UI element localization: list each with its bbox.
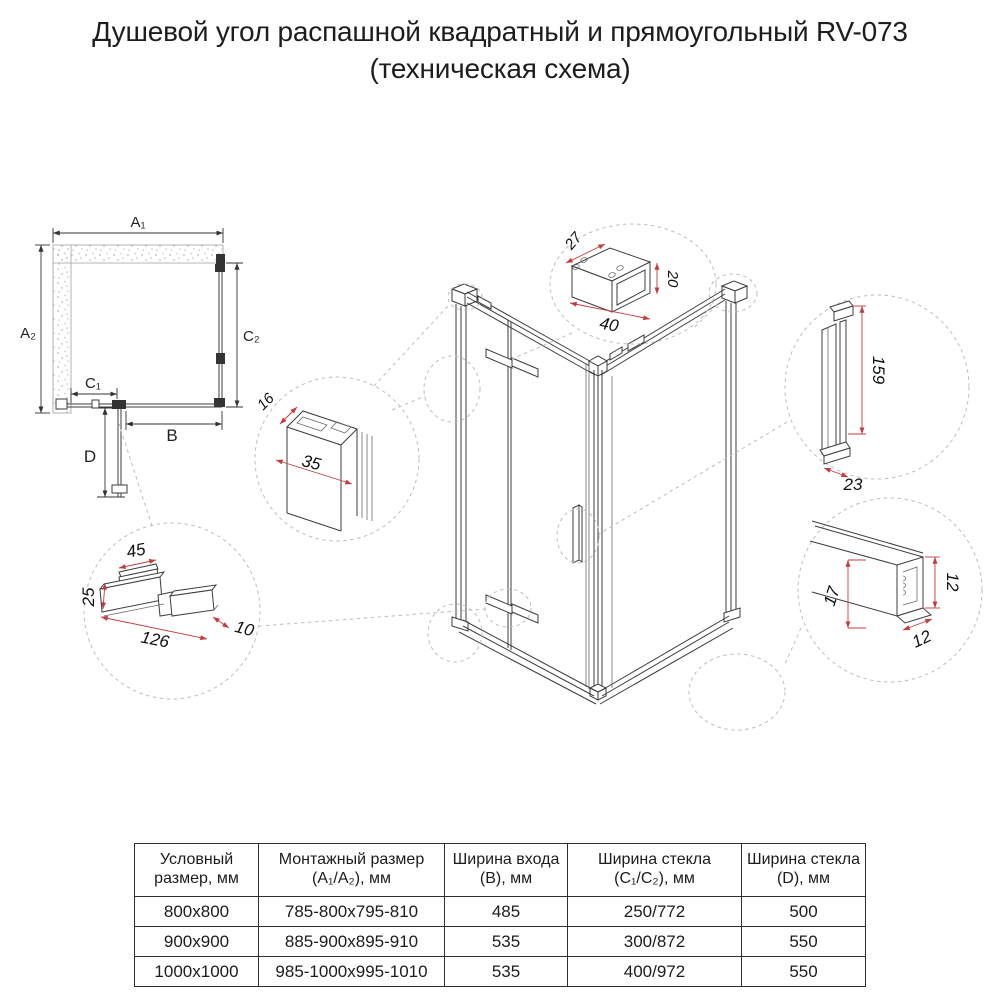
plan-glass-clamp-top — [215, 264, 225, 272]
detail-handle-profile — [785, 295, 969, 494]
target-bottom-rail — [689, 654, 785, 730]
dim-wallprofile-width: 35 — [299, 451, 323, 475]
cell-glass-c: 300/872 — [568, 927, 742, 957]
table-row — [135, 957, 866, 987]
title-line-1: Душевой угол распашной квадратный и прямоугольный RV-073 — [92, 16, 908, 47]
plan-label-c1: C₁ — [85, 375, 101, 392]
col-header-glass-width-c: Ширина стекла (C₁/C₂), мм — [568, 844, 742, 897]
dim-bottomprofile-height: 12 — [943, 572, 962, 592]
iso-handle-side — [579, 505, 582, 562]
cell-mounting: 885-900x895-910 — [259, 927, 445, 957]
isometric-view — [452, 281, 747, 704]
plan-view — [20, 214, 260, 497]
iso-handle — [573, 505, 579, 563]
rail-clamp-right-a — [628, 335, 644, 351]
plan-wall-profile-bottom — [56, 399, 67, 409]
cell-nominal: 1000x1000 — [135, 957, 259, 987]
cell-glass-d: 550 — [742, 957, 866, 987]
dim-bracket-height: 20 — [664, 270, 681, 288]
cell-entry: 485 — [445, 897, 568, 927]
col-header-entry-width: Ширина входа (B), мм — [445, 844, 568, 897]
dim-handle-depth: 23 — [843, 475, 863, 494]
cell-glass-d: 500 — [742, 897, 866, 927]
cell-nominal: 900x900 — [135, 927, 259, 957]
col-header-nominal-size: Условный размер, мм — [135, 844, 259, 897]
table-row — [135, 927, 866, 957]
plan-wall-left — [53, 245, 71, 413]
plan-door-pivot — [112, 400, 126, 409]
table-row — [135, 897, 866, 927]
dim-hinge-height: 25 — [79, 587, 98, 607]
detail-bottom-profile — [798, 498, 982, 682]
callout-connectors — [119, 274, 801, 730]
dim-wallprofile-depth: 16 — [253, 389, 278, 414]
cell-mounting: 785-800x795-810 — [259, 897, 445, 927]
detail-wall-profile — [254, 377, 419, 541]
cell-glass-c: 400/972 — [568, 957, 742, 987]
plan-label-a1: A₁ — [130, 214, 146, 231]
cell-nominal: 800x800 — [135, 897, 259, 927]
plan-label-a2: A₂ — [20, 325, 36, 342]
title-line-2: (техническая схема) — [369, 52, 631, 84]
plan-door-handle — [112, 485, 127, 493]
plan-label-c2: C₂ — [243, 328, 260, 345]
plan-label-b: B — [166, 426, 178, 445]
plan-hinge-right — [216, 353, 225, 364]
col-header-glass-width-d: Ширина стекла (D), мм — [742, 844, 866, 897]
iso-hinge-top2 — [512, 358, 538, 377]
plan-clamp-small — [92, 400, 99, 408]
dim-handle-height: 159 — [869, 355, 888, 385]
col-header-mounting-size: Монтажный размер (A₁/A₂), мм — [259, 844, 445, 897]
size-table — [134, 843, 866, 987]
detail-hinge — [79, 523, 260, 699]
cell-entry: 535 — [445, 927, 568, 957]
plan-wall-top — [53, 245, 223, 263]
table-header-row — [135, 844, 866, 897]
plan-corner-block — [214, 398, 225, 407]
cell-mounting: 985-1000x995-1010 — [259, 957, 445, 987]
dim-bottomprofile-inner-height: 17 — [819, 584, 844, 609]
rail-clamp-right-b — [610, 347, 622, 360]
dim-hinge-thickness: 10 — [232, 617, 257, 641]
cell-entry: 535 — [445, 957, 568, 987]
dim-bracket-length: 40 — [597, 313, 621, 336]
dim-hinge-plate-width: 45 — [124, 539, 148, 562]
plan-label-d: D — [83, 447, 97, 466]
dim-bracket-depth: 27 — [561, 229, 586, 253]
detail-corner-bracket — [550, 224, 716, 344]
plan-wall-profile-top — [216, 254, 225, 264]
cell-glass-d: 550 — [742, 927, 866, 957]
dim-hinge-length: 126 — [139, 627, 171, 652]
dim-bottomprofile-depth: 12 — [909, 626, 935, 652]
target-wall-profile — [424, 356, 480, 422]
cell-glass-c: 250/772 — [568, 897, 742, 927]
